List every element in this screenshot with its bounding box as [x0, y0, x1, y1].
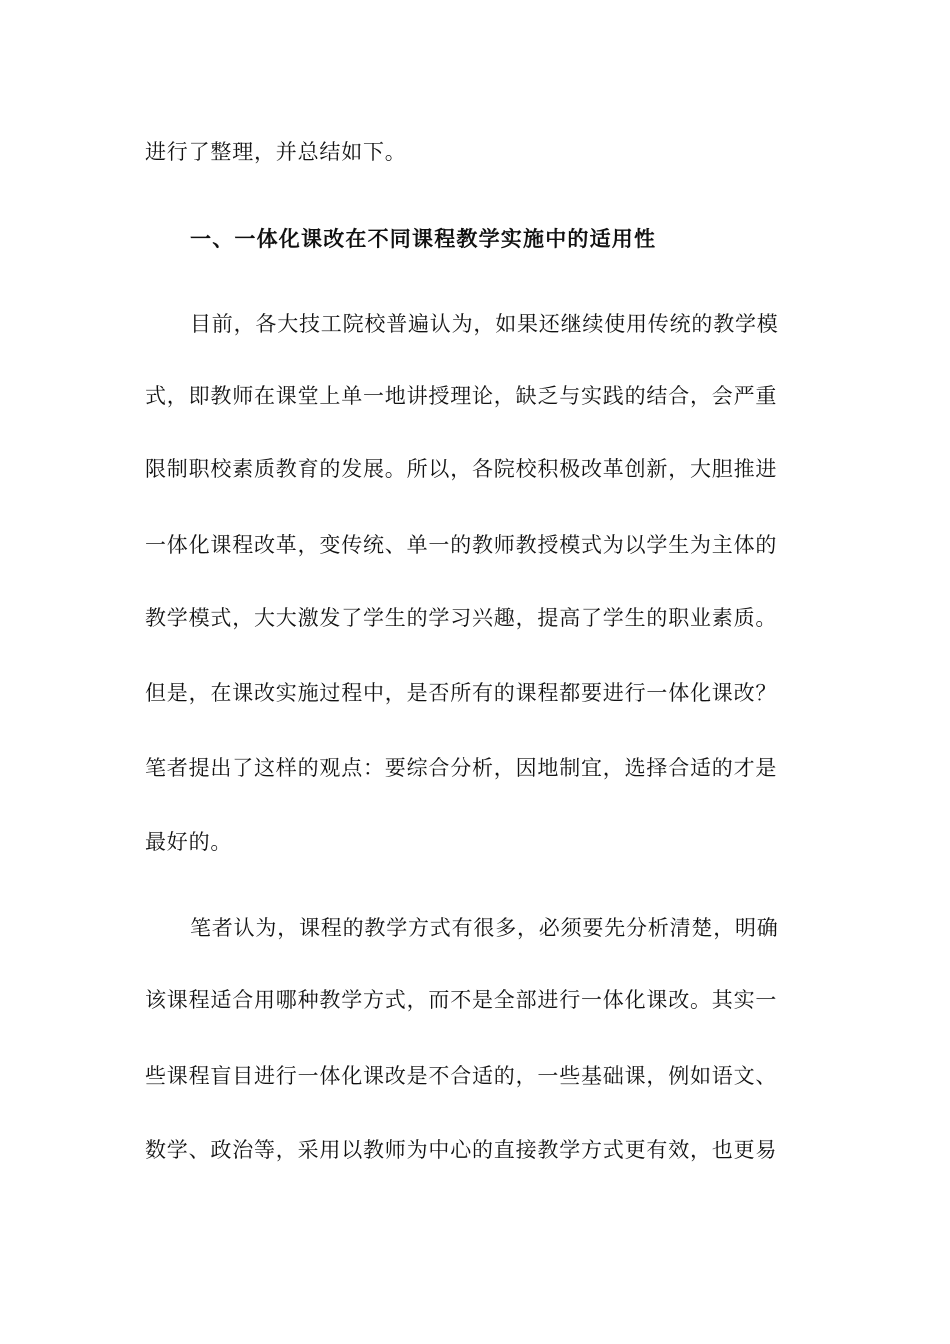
intro-line: 进行了整理，并总结如下。	[145, 140, 407, 164]
paragraph-1-line-7: 笔者提出了这样的观点：要综合分析，因地制宜，选择合适的才是	[145, 756, 778, 780]
paragraph-2-line-1: 笔者认为，课程的教学方式有很多，必须要先分析清楚，明确	[190, 916, 779, 940]
paragraph-1-line-8: 最好的。	[145, 830, 233, 854]
paragraph-1-line-2: 式，即教师在课堂上单一地讲授理论，缺乏与实践的结合，会严重	[145, 384, 778, 408]
paragraph-1-line-6: 但是，在课改实施过程中，是否所有的课程都要进行一体化课改？	[145, 681, 778, 705]
paragraph-1-line-5: 教学模式，大大激发了学生的学习兴趣，提高了学生的职业素质。	[145, 606, 778, 630]
paragraph-2-line-4: 数学、政治等，采用以教师为中心的直接教学方式更有效，也更易	[145, 1138, 778, 1162]
paragraph-1-line-4: 一体化课程改革，变传统、单一的教师教授模式为以学生为主体的	[145, 533, 778, 557]
paragraph-2-line-3: 些课程盲目进行一体化课改是不合适的，一些基础课，例如语文、	[145, 1064, 778, 1088]
paragraph-1-line-3: 限制职校素质教育的发展。所以，各院校积极改革创新，大胆推进	[145, 457, 778, 481]
paragraph-1-line-1: 目前，各大技工院校普遍认为，如果还继续使用传统的教学模	[190, 312, 779, 336]
section-heading: 一、一体化课改在不同课程教学实施中的适用性	[190, 227, 657, 251]
paragraph-2-line-2: 该课程适合用哪种教学方式，而不是全部进行一体化课改。其实一	[145, 988, 778, 1012]
